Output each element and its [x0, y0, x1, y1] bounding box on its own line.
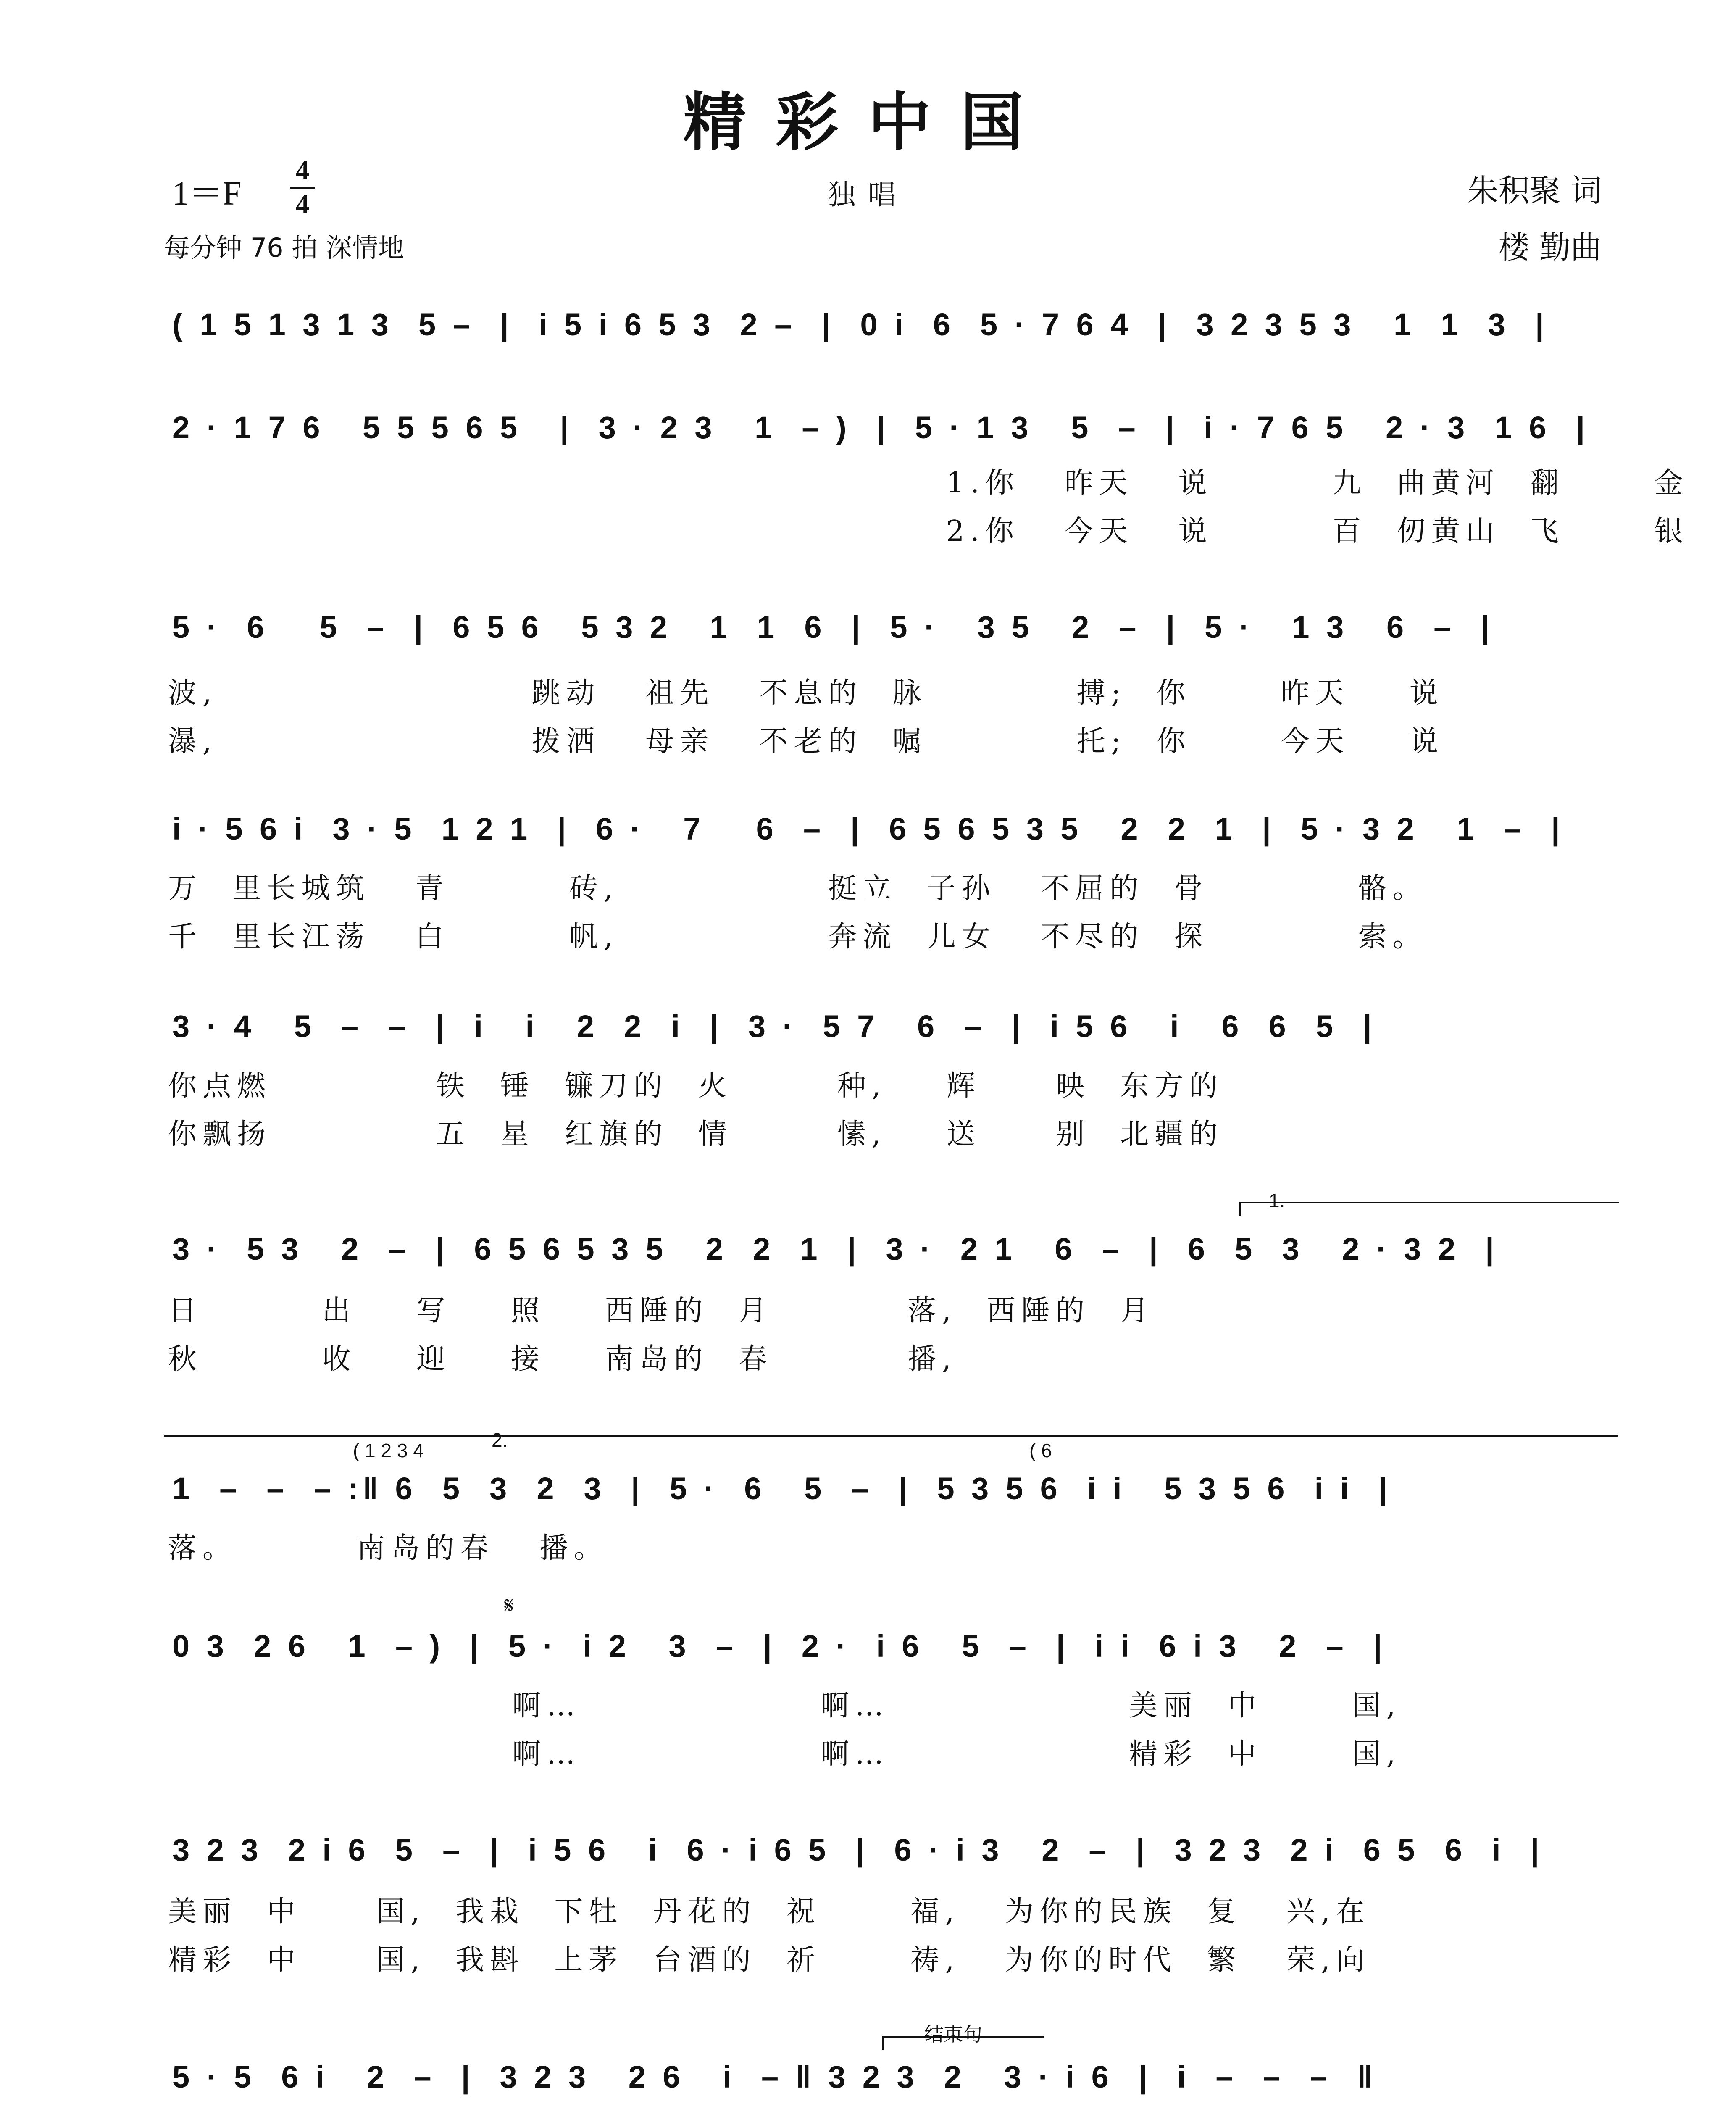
lyric-verse-2: 2.你 今天 说 百 仞黄山 飞 银 [168, 515, 1689, 548]
lyric-verse-2: 啊… 啊… 精彩 中 国, [168, 1738, 1402, 1771]
ending-rule [164, 1435, 1618, 1437]
lyric-verse-1: 1.你 昨天 说 九 曲黄河 翻 金 [168, 466, 1689, 500]
first-ending-label: 1. [1269, 1190, 1285, 1211]
first-ending-bracket [1239, 1202, 1619, 1216]
lyric-verse-1: 美丽 中 国, 我栽 下牡 丹花的 祝 福, 为你的民族 复 兴,在 [168, 1895, 1370, 1928]
lyric-verse-1: 日 出 写 照 西陲的 月 落, 西陲的 月 [168, 1294, 1155, 1327]
lyric-verse-1: 啊… 啊… 美丽 中 国, [168, 1689, 1402, 1722]
notes-line: i · 5 6 i 3 · 5 1 2 1 | 6 · 7 6 – | 6 5 6 5 3 5 2 2 1 | 5 · 3 2 1 – | [172, 811, 1564, 846]
notes-line: 3 · 4 5 – – | i i 2 2 i | 3 · 5 7 6 – | i 5 6 i 6 6 5 | [172, 1009, 1376, 1044]
notes-line: 2 · 1 7 6 5 5 5 6 5 | 3 · 2 3 1 – ) | 5 · 1 3 5 – | i · 7 6 5 2 · 3 1 6 | [172, 410, 1589, 445]
pickup-notes-2: ( 6 [1029, 1440, 1052, 1461]
lyric-verse-1: 落。 南岛的春 播。 [168, 1532, 608, 1565]
lyric-verse-1: 波, 跳动 祖先 不息的 脉 搏; 你 昨天 说 [168, 677, 1444, 710]
song-title: 精彩中国 [683, 85, 1053, 159]
lyric-verse-1: 你点燃 铁 锤 镰刀的 火 种, 辉 映 东方的 [168, 1069, 1224, 1103]
notes-line: 0 3 2 6 1 – ) | 5 · i 2 3 – | 2 · i 6 5 – | i i 6 i 3 2 – | [172, 1629, 1386, 1664]
notes-line: ( 1 5 1 3 1 3 5 – | i 5 i 6 5 3 2 – | 0 i 6 5 · 7 6 4 | 3 2 3 5 3 1 1 3 | [172, 307, 1548, 342]
lyricist-credit: 朱积聚 词 [1467, 173, 1602, 209]
notes-line: 5 · 6 5 – | 6 5 6 5 3 2 1 1 6 | 5 · 3 5 2 – | 5 · 1 3 6 – | [172, 610, 1494, 645]
notes-line: 3 2 3 2 i 6 5 – | i 5 6 i 6 · i 6 5 | 6 · i 3 2 – | 3 2 3 2 i 6 5 6 i | [172, 1832, 1544, 1867]
lyric-verse-1: 万 里长城筑 青 砖, 挺立 子孙 不屈的 骨 骼。 [168, 872, 1427, 905]
lyric-verse-2: 瀑, 拨洒 母亲 不老的 嘱 托; 你 今天 说 [168, 725, 1444, 758]
notes-line: 3 · 5 3 2 – | 6 5 6 5 3 5 2 2 1 | 3 · 2 1 6 – | 6 5 3 2 · 3 2 | [172, 1232, 1498, 1266]
key-signature: 1＝F [172, 175, 242, 212]
tempo-marking: 每分钟 76 拍 深情地 [164, 232, 405, 263]
composer-credit: 楼 勤曲 [1498, 229, 1602, 266]
time-denominator: 4 [295, 189, 310, 220]
lyric-verse-2: 精彩 中 国, 我斟 上茅 台酒的 祈 祷, 为你的时代 繁 荣,向 [168, 1943, 1370, 1977]
lyric-verse-2: 千 里长江荡 白 帆, 奔流 儿女 不尽的 探 索。 [168, 920, 1427, 953]
performance-type: 独唱 [828, 179, 908, 211]
notes-line: 5 · 5 6 i 2 – | 3 2 3 2 6 i – ‖ 3 2 3 2 3 · i 6 | i – – – ‖ [172, 2059, 1377, 2094]
lyric-verse-2: 秋 收 迎 接 南岛的 春 播, [168, 1343, 957, 1376]
notes-line: 1 – – – :‖ 6 5 3 2 3 | 5 · 6 5 – | 5 3 5 6 i i 5 3 5 6 i i | [172, 1471, 1392, 1506]
time-numerator: 4 [295, 155, 310, 186]
closing-phrase-label: 结束句 [924, 2023, 982, 2045]
pickup-notes: ( 1 2 3 4 [353, 1440, 424, 1461]
lyric-verse-2: 你飘扬 五 星 红旗的 情 愫, 送 别 北疆的 [168, 1118, 1224, 1151]
segno-sign: 𝄋 [504, 1593, 514, 1618]
second-ending-label: 2. [492, 1429, 508, 1451]
